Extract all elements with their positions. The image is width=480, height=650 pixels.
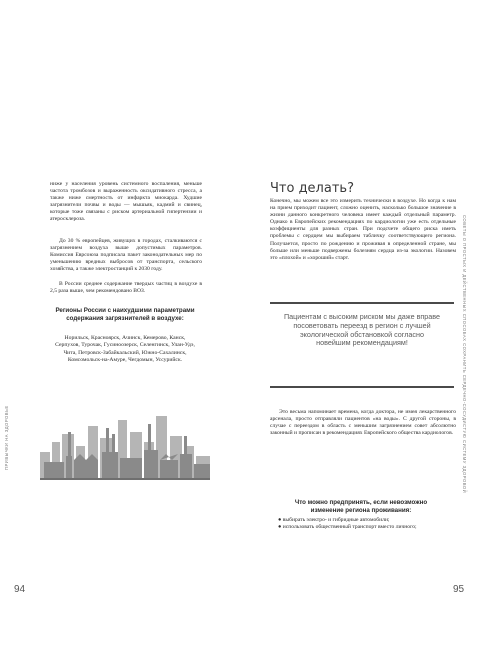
list-item: ● выбирать электро- и гибридные автомобили; <box>278 517 390 523</box>
right-paragraph-2: Это весьма напоминает времена, когда доктора, не имея лекарственного арсенала, просто отправляли пациентов «на воды». С другой стороны, в случае с переездом в область с меньшим загрязнением совет абсолютно законный и прописан в рекомендациях Европейского общества кардиологов. <box>270 409 456 437</box>
actions-list <box>278 517 458 532</box>
quote-top-rule <box>270 302 454 304</box>
left-paragraph-2: До 30 % европейцев, живущих в городах, сталкиваются с загрязнением воздуха выше допустимых параметров. Комиссия Еврсоюза подписала пакет законодательных мер по уменьшению вредных выбросов от транспорта, сельского хозяйства, а также электростанций к 2030 году. <box>50 238 202 273</box>
regions-list: Норильск, Красноярск, Ачинск, Кемерово, Канск, Серпухов, Турочак, Гусиноозерск, Селенгинск, Улан-Удэ, Чита, Петровск-Забайкальский, Южно-Сахалинск, Комсомольск-на-Амуре, Чегдомын, Уссурийск. <box>55 335 195 364</box>
city-skyline-illustration <box>40 412 210 480</box>
actions-title: Что можно предпринять, если невозможно изменение региона проживания: <box>294 499 428 514</box>
left-paragraph-3: В России среднее содержание твердых частиц в воздухе в 2,5 раза выше, чем рекомендовано ВОЗ. <box>50 281 202 295</box>
quote-bottom-rule <box>270 386 454 388</box>
right-page-number: 95 <box>453 584 465 595</box>
left-page-number: 94 <box>14 584 26 595</box>
right-paragraph-1: Конечно, мы можем все это измерить технически в воздухе. Но когда к нам на прием приходит пациент, сложно оценить, насколько большое значение в жизни данного конкретного человека имеет каждый отдельный параметр. Однако в Европейских рекомендациях по кардиологии уже есть отдельные коэффициенты для разных стран. При подсчете общего риска иметь проблемы с сердцем мы выбираем табличку соответствующего региона. Получается, просто по рождению и проживая в определенной стране, мы больше или меньше подвержены болезням сердца из-за экологии. Назовем это «плохой» и «хороший» старт. <box>270 198 456 261</box>
right-running-title: СОВЕТЫ О ПРОСТЫХ И ДЕЙСТВЕННЫХ СПОСОБАХ СОХРАНИТЬ СЕРДЕЧНО-СОСУДИСТУЮ СИСТЕМУ ЗДОРОВОЙ <box>462 215 467 494</box>
list-item: ● использовать общественный транспорт вместо личного; <box>278 524 417 531</box>
callout-quote: Пациентам с высоким риском мы даже вправе посоветовать переезд в регион с лучшей экологической обстановкой согласно новейшим рекомендациям! <box>283 312 441 348</box>
regions-title: Регионы России с наихудшими параметрами содержания загрязнителей в воздухе: <box>55 307 195 322</box>
section-heading: Что делать? <box>270 181 354 196</box>
left-paragraph-1: ниже у населения уровень системного воспаления, меньше частота тромбозов и выраженность оксидативного стресса, а также ниже смертность от инфаркта миокарда. Худшие загрязнители почвы и воды — мышьяк, кадмий и свинец, которые тоже связаны с риском артериальной гипертензии и атеросклероза. <box>50 181 202 223</box>
left-running-title: ПРИВЫЧКИ НА ЗДОРОВЬЕ <box>4 405 9 470</box>
